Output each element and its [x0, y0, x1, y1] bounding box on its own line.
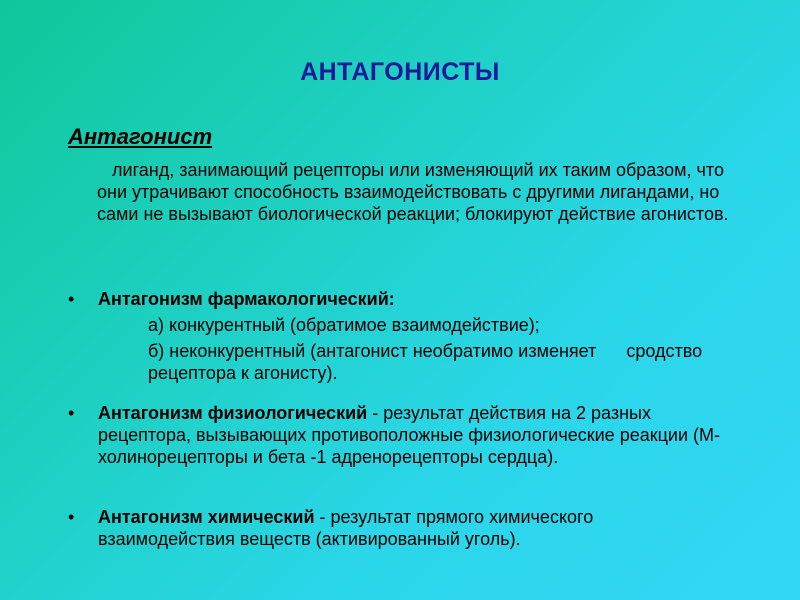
bullet-text: - результат прямого химического взаимодействия веществ (активированный уголь).	[98, 507, 594, 549]
definition-heading: Антагонист	[68, 124, 213, 149]
subitem-competitive: а) конкурентный (обратимое взаимодействие);	[148, 315, 540, 335]
bullet-text: - результат действия на 2 разных рецептора, вызывающих противоположные физиологические реакции (М-холинорецепторы и бета -1 адренорецепторы сердца).	[98, 403, 721, 467]
bullet-term: Антагонизм физиологический	[98, 403, 368, 423]
bullet-dot: •	[68, 289, 75, 309]
bullet-dot: •	[68, 403, 75, 423]
bullet-term: Антагонизм фармакологический:	[98, 289, 395, 309]
bullet-dot: •	[68, 507, 75, 527]
subitem-noncompetitive: б) неконкурентный (антагонист необратимо изменяет сродство рецептора к агонисту).	[148, 341, 703, 383]
slide-title: АНТАГОНИСТЫ	[300, 58, 500, 86]
definition-text: лиганд, занимающий рецепторы или изменяющий их таким образом, что они утрачивают способность взаимодействовать с другими лигандами, но сами не вызывают биологической реакции; блокируют действие агонистов.	[97, 160, 729, 224]
bullet-term: Антагонизм химический	[98, 507, 315, 527]
